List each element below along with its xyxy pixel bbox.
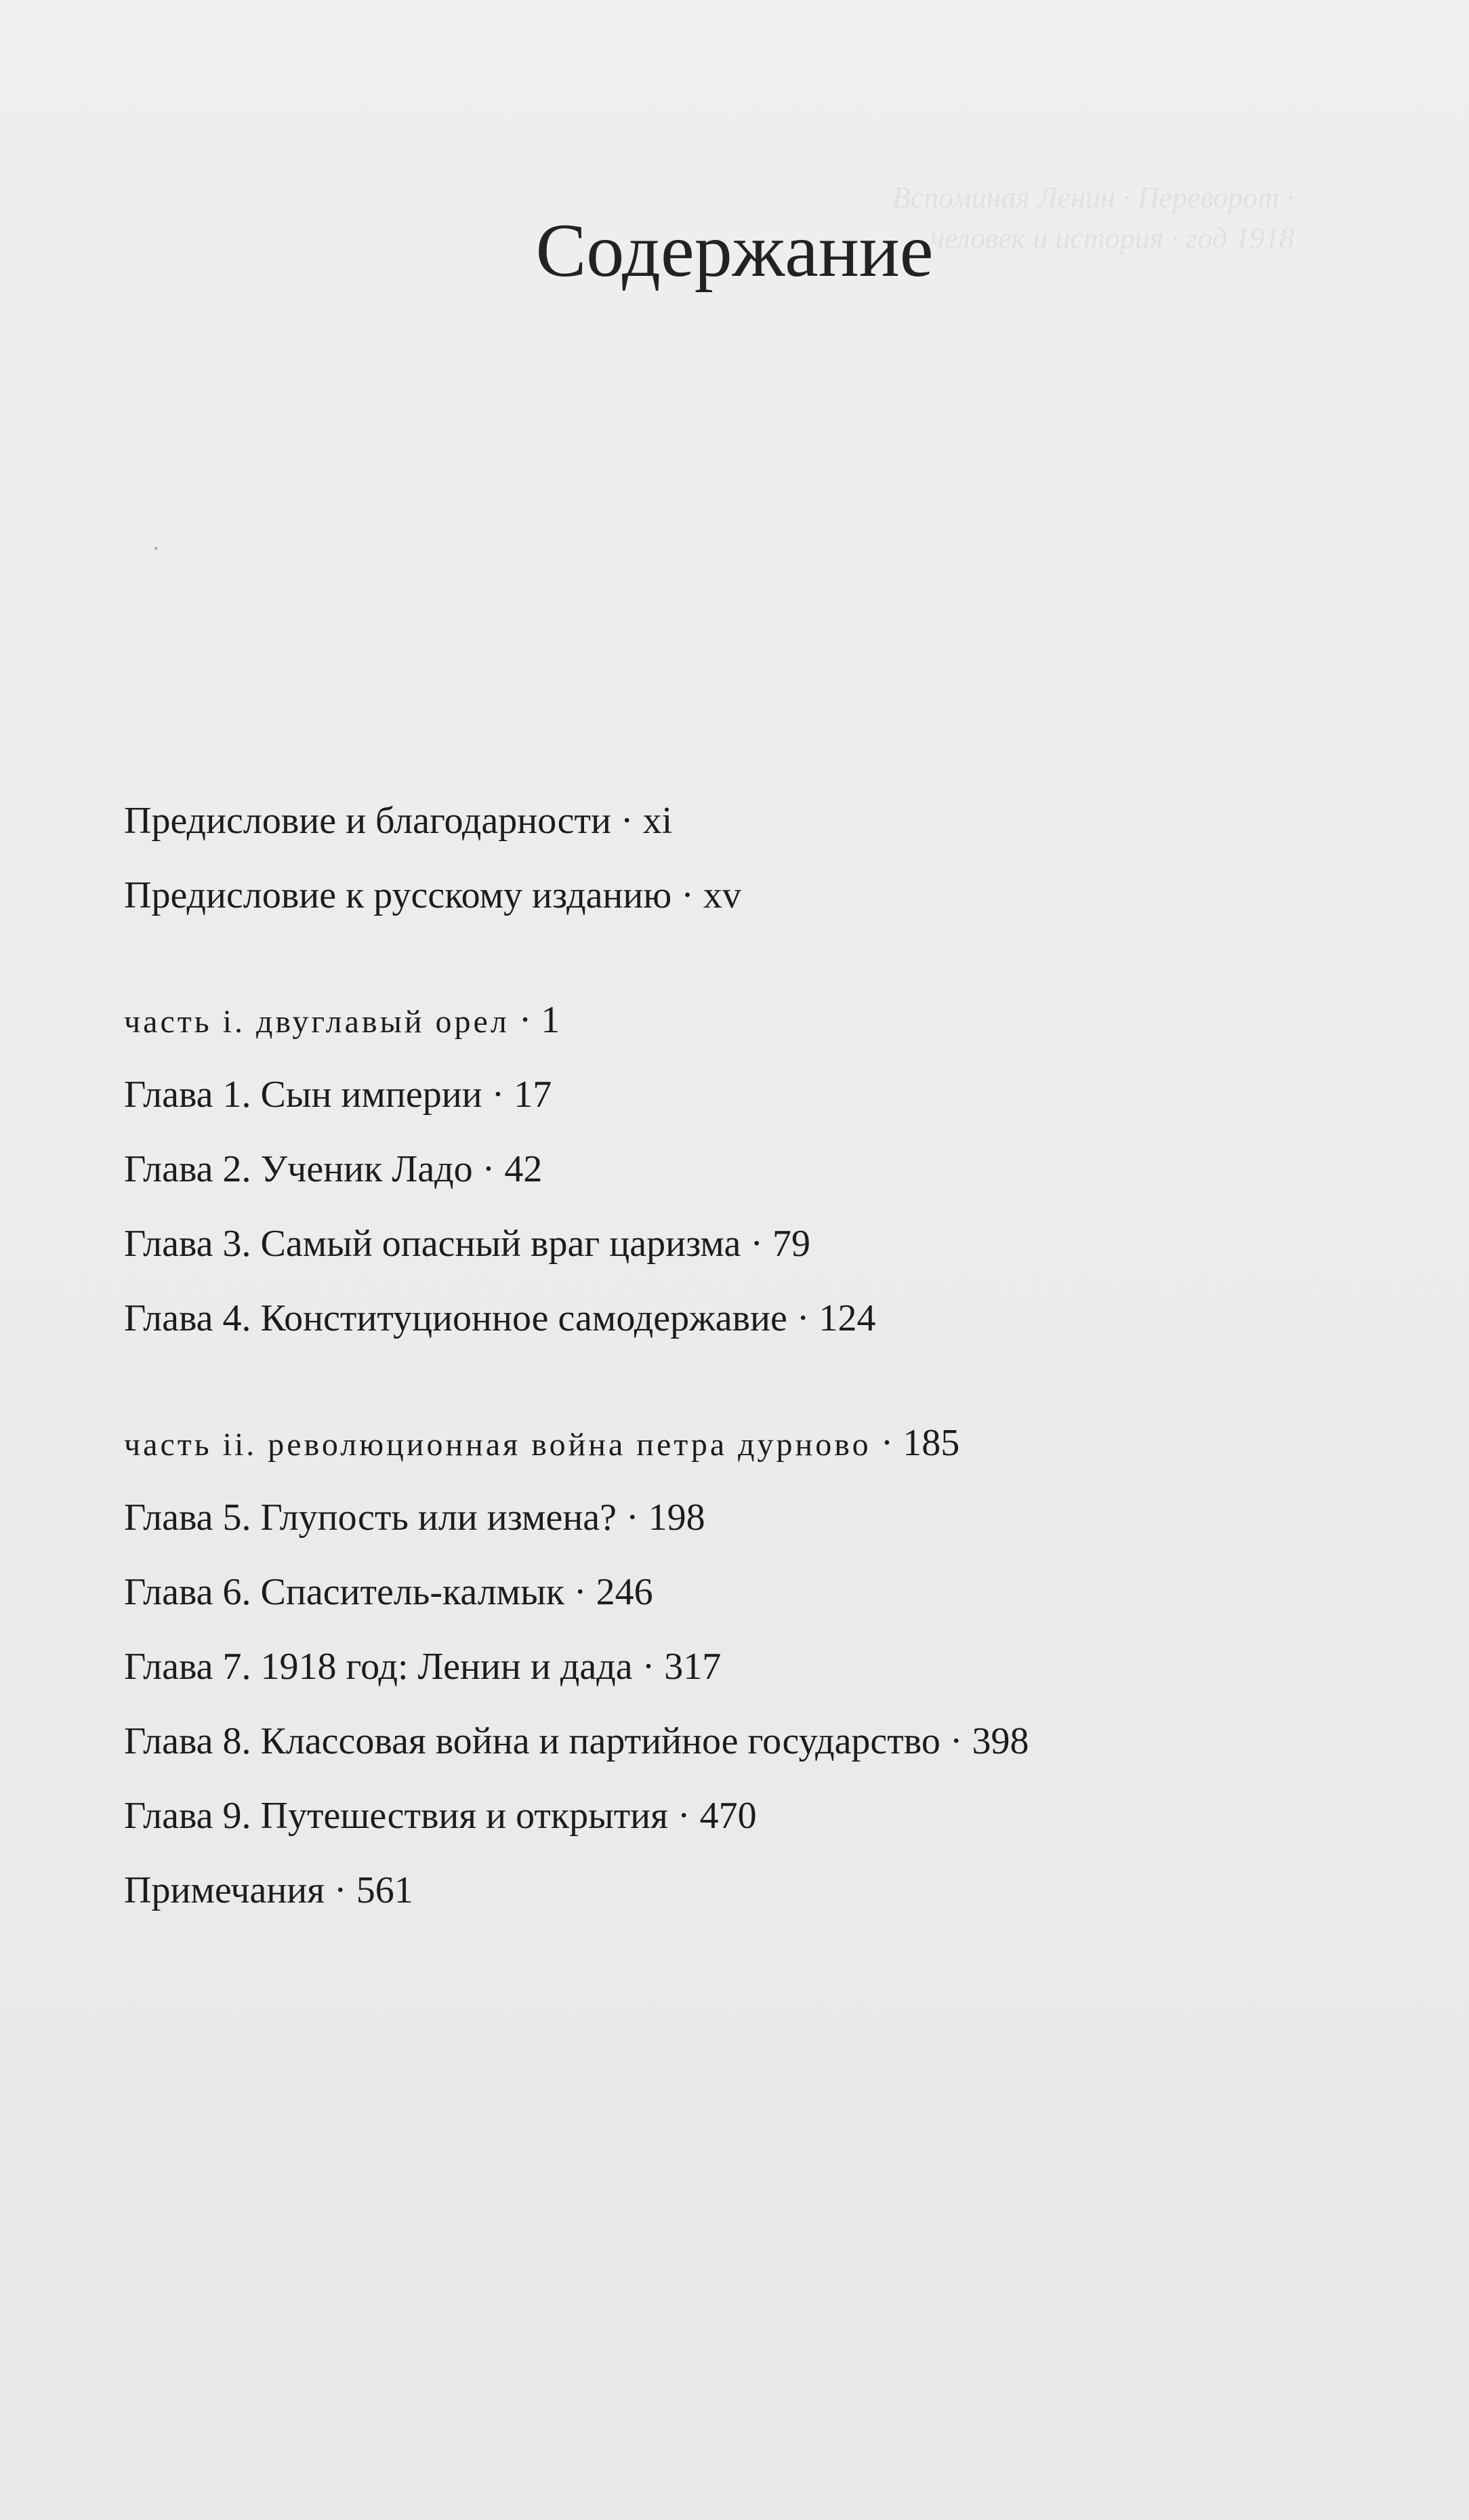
toc-part-1[interactable]: часть i. двуглавый орел · 1 — [124, 999, 560, 1041]
separator-dot: · — [626, 1497, 639, 1539]
page-number: 124 — [819, 1297, 876, 1339]
table-of-contents — [124, 798, 1411, 1943]
toc-entry-notes[interactable]: Примечания · 561 — [124, 1869, 413, 1911]
separator-dot: · — [491, 1074, 505, 1116]
toc-entry-preface[interactable]: Предисловие и благодарности · xi — [124, 800, 673, 842]
toc-entry-russian-preface[interactable]: Предисловие к русскому изданию · xv — [124, 874, 741, 916]
separator-dot: · — [482, 1148, 495, 1190]
page-number: xi — [642, 800, 673, 842]
bleed-through-text: Вспоминая Ленин · Переворот · человек и история · год 1918 — [892, 181, 1294, 255]
page-number: 185 — [903, 1422, 960, 1464]
toc-entry-chapter-7[interactable]: Глава 7. 1918 год: Ленин и дада · 317 — [124, 1646, 722, 1688]
toc-entry-chapter-4[interactable]: Глава 4. Конституционное самодержавие · 124 — [124, 1297, 876, 1339]
page-number: 561 — [356, 1869, 413, 1911]
page-number: 1 — [541, 999, 560, 1041]
page-number: 246 — [596, 1571, 653, 1613]
toc-entry-chapter-2[interactable]: Глава 2. Ученик Ладо · 42 — [124, 1148, 543, 1190]
page-number: 17 — [514, 1074, 552, 1116]
page-number: 317 — [664, 1646, 722, 1688]
separator-dot: · — [518, 999, 532, 1041]
separator-dot: · — [334, 1869, 347, 1911]
page-number: xv — [703, 874, 741, 916]
separator-dot: · — [642, 1646, 655, 1688]
page-number: 42 — [504, 1148, 543, 1190]
paper-speck — [154, 547, 157, 550]
toc-entry-chapter-8[interactable]: Глава 8. Классовая война и партийное государство · 398 — [124, 1720, 1029, 1762]
page-title: Содержание — [535, 209, 934, 293]
separator-dot: · — [796, 1297, 810, 1339]
separator-dot: · — [750, 1223, 763, 1265]
separator-dot: · — [949, 1720, 963, 1762]
toc-entry-chapter-6[interactable]: Глава 6. Спаситель-калмык · 246 — [124, 1571, 653, 1613]
separator-dot: · — [880, 1422, 894, 1464]
toc-part-2[interactable]: часть ii. революционная война петра дурново · 185 — [124, 1422, 960, 1464]
page-number: 470 — [699, 1795, 757, 1837]
page-number: 198 — [648, 1497, 705, 1539]
separator-dot: · — [681, 874, 694, 916]
separator-dot: · — [677, 1795, 690, 1837]
separator-dot: · — [620, 800, 634, 842]
separator-dot: · — [573, 1571, 587, 1613]
toc-entry-chapter-5[interactable]: Глава 5. Глупость или измена? · 198 — [124, 1497, 705, 1539]
toc-entry-chapter-9[interactable]: Глава 9. Путешествия и открытия · 470 — [124, 1795, 757, 1837]
toc-entry-chapter-1[interactable]: Глава 1. Сын империи · 17 — [124, 1074, 552, 1116]
page-number: 79 — [772, 1223, 810, 1265]
page-number: 398 — [972, 1720, 1029, 1762]
toc-entry-chapter-3[interactable]: Глава 3. Самый опасный враг царизма · 79 — [124, 1223, 810, 1265]
